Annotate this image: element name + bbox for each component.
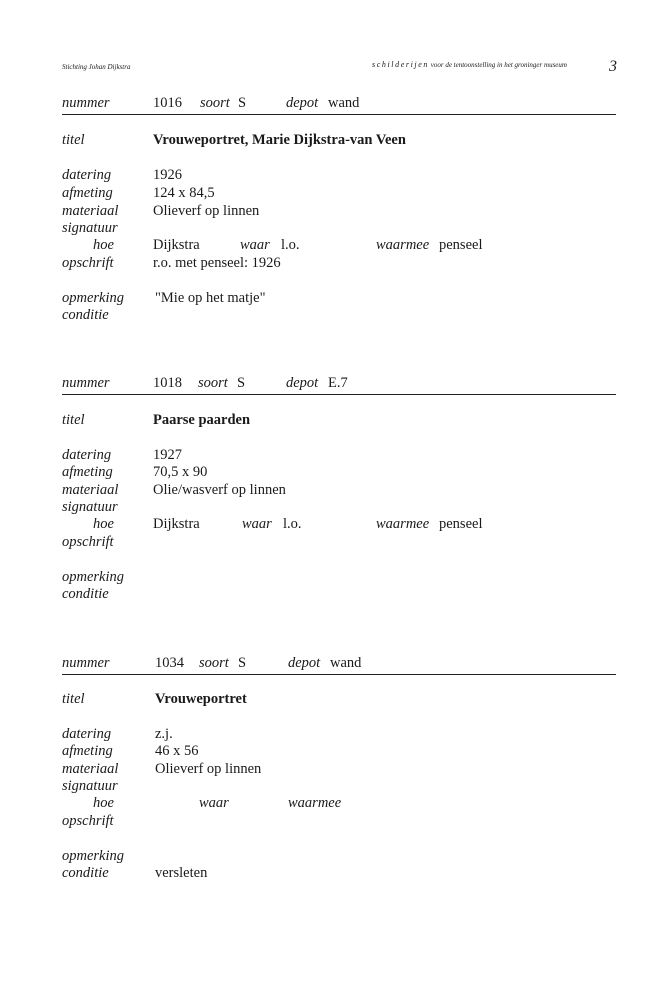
value-waarmee: penseel xyxy=(439,516,483,532)
value-soort: S xyxy=(237,375,246,391)
label-conditie: conditie xyxy=(62,865,109,881)
value-nummer: 1016 xyxy=(153,95,182,111)
label-titel: titel xyxy=(62,691,85,707)
value-titel: Vrouweportret, Marie Dijkstra-van Veen xyxy=(153,132,406,148)
label-soort: soort xyxy=(200,95,230,111)
label-datering: datering xyxy=(62,726,112,742)
value-titel: Paarse paarden xyxy=(153,412,251,428)
value-datering: 1926 xyxy=(153,167,182,183)
label-nummer: nummer xyxy=(62,95,110,111)
label-soort: soort xyxy=(199,655,229,671)
value-titel: Vrouweportret xyxy=(155,691,247,707)
label-opschrift: opschrift xyxy=(62,534,114,550)
value-opmerking: "Mie op het matje" xyxy=(155,290,266,306)
value-afmeting: 124 x 84,5 xyxy=(153,185,215,201)
value-afmeting: 46 x 56 xyxy=(155,743,199,759)
label-titel: titel xyxy=(62,412,85,428)
label-conditie: conditie xyxy=(62,307,109,323)
header-title-rest: voor de tentoonstelling in het groninger museum xyxy=(430,61,567,69)
label-opschrift: opschrift xyxy=(62,813,114,829)
label-waarmee: waarmee xyxy=(376,516,430,532)
label-depot: depot xyxy=(286,375,319,391)
label-nummer: nummer xyxy=(62,375,110,391)
label-waar: waar xyxy=(242,516,272,532)
value-hoe: Dijkstra xyxy=(153,237,200,253)
value-depot: wand xyxy=(330,655,362,671)
label-nummer: nummer xyxy=(62,655,110,671)
header-foundation-name: Stichting Johan Dijkstra xyxy=(62,63,131,71)
value-depot: E.7 xyxy=(328,375,348,391)
value-datering: z.j. xyxy=(155,726,173,742)
label-opmerking: opmerking xyxy=(62,848,125,864)
label-hoe: hoe xyxy=(93,516,114,532)
label-materiaal: materiaal xyxy=(62,482,119,498)
value-opschrift: r.o. met penseel: 1926 xyxy=(153,255,281,271)
label-depot: depot xyxy=(288,655,321,671)
value-soort: S xyxy=(238,95,247,111)
value-nummer: 1018 xyxy=(153,375,182,391)
label-opmerking: opmerking xyxy=(62,290,125,306)
label-signatuur: signatuur xyxy=(62,220,118,236)
value-depot: wand xyxy=(328,95,360,111)
value-waarmee: penseel xyxy=(439,237,483,253)
label-signatuur: signatuur xyxy=(62,778,118,794)
entry-divider xyxy=(62,674,616,675)
value-datering: 1927 xyxy=(153,447,182,463)
label-afmeting: afmeting xyxy=(62,464,113,480)
label-conditie: conditie xyxy=(62,586,109,602)
label-titel: titel xyxy=(62,132,85,148)
value-conditie: versleten xyxy=(155,865,208,881)
header-exhibition-title xyxy=(372,60,567,69)
label-materiaal: materiaal xyxy=(62,203,119,219)
header-title-spaced: schilderijen xyxy=(372,60,429,69)
value-materiaal: Olieverf op linnen xyxy=(153,203,260,219)
value-materiaal: Olie/wasverf op linnen xyxy=(153,482,286,498)
value-waar: l.o. xyxy=(281,237,300,253)
value-afmeting: 70,5 x 90 xyxy=(153,464,208,480)
label-waar: waar xyxy=(199,795,229,811)
label-waarmee: waarmee xyxy=(288,795,342,811)
label-hoe: hoe xyxy=(93,237,114,253)
label-soort: soort xyxy=(198,375,228,391)
label-afmeting: afmeting xyxy=(62,743,113,759)
label-datering: datering xyxy=(62,167,112,183)
value-nummer: 1034 xyxy=(155,655,184,671)
label-materiaal: materiaal xyxy=(62,761,119,777)
label-waar: waar xyxy=(240,237,270,253)
label-opmerking: opmerking xyxy=(62,569,125,585)
label-datering: datering xyxy=(62,447,112,463)
label-waarmee: waarmee xyxy=(376,237,430,253)
label-depot: depot xyxy=(286,95,319,111)
label-signatuur: signatuur xyxy=(62,499,118,515)
entry-divider xyxy=(62,394,616,395)
page-number: 3 xyxy=(609,58,617,75)
entry-divider xyxy=(62,114,616,115)
value-materiaal: Olieverf op linnen xyxy=(155,761,262,777)
label-hoe: hoe xyxy=(93,795,114,811)
value-waar: l.o. xyxy=(283,516,302,532)
value-hoe: Dijkstra xyxy=(153,516,200,532)
label-opschrift: opschrift xyxy=(62,255,114,271)
value-soort: S xyxy=(238,655,247,671)
label-afmeting: afmeting xyxy=(62,185,113,201)
